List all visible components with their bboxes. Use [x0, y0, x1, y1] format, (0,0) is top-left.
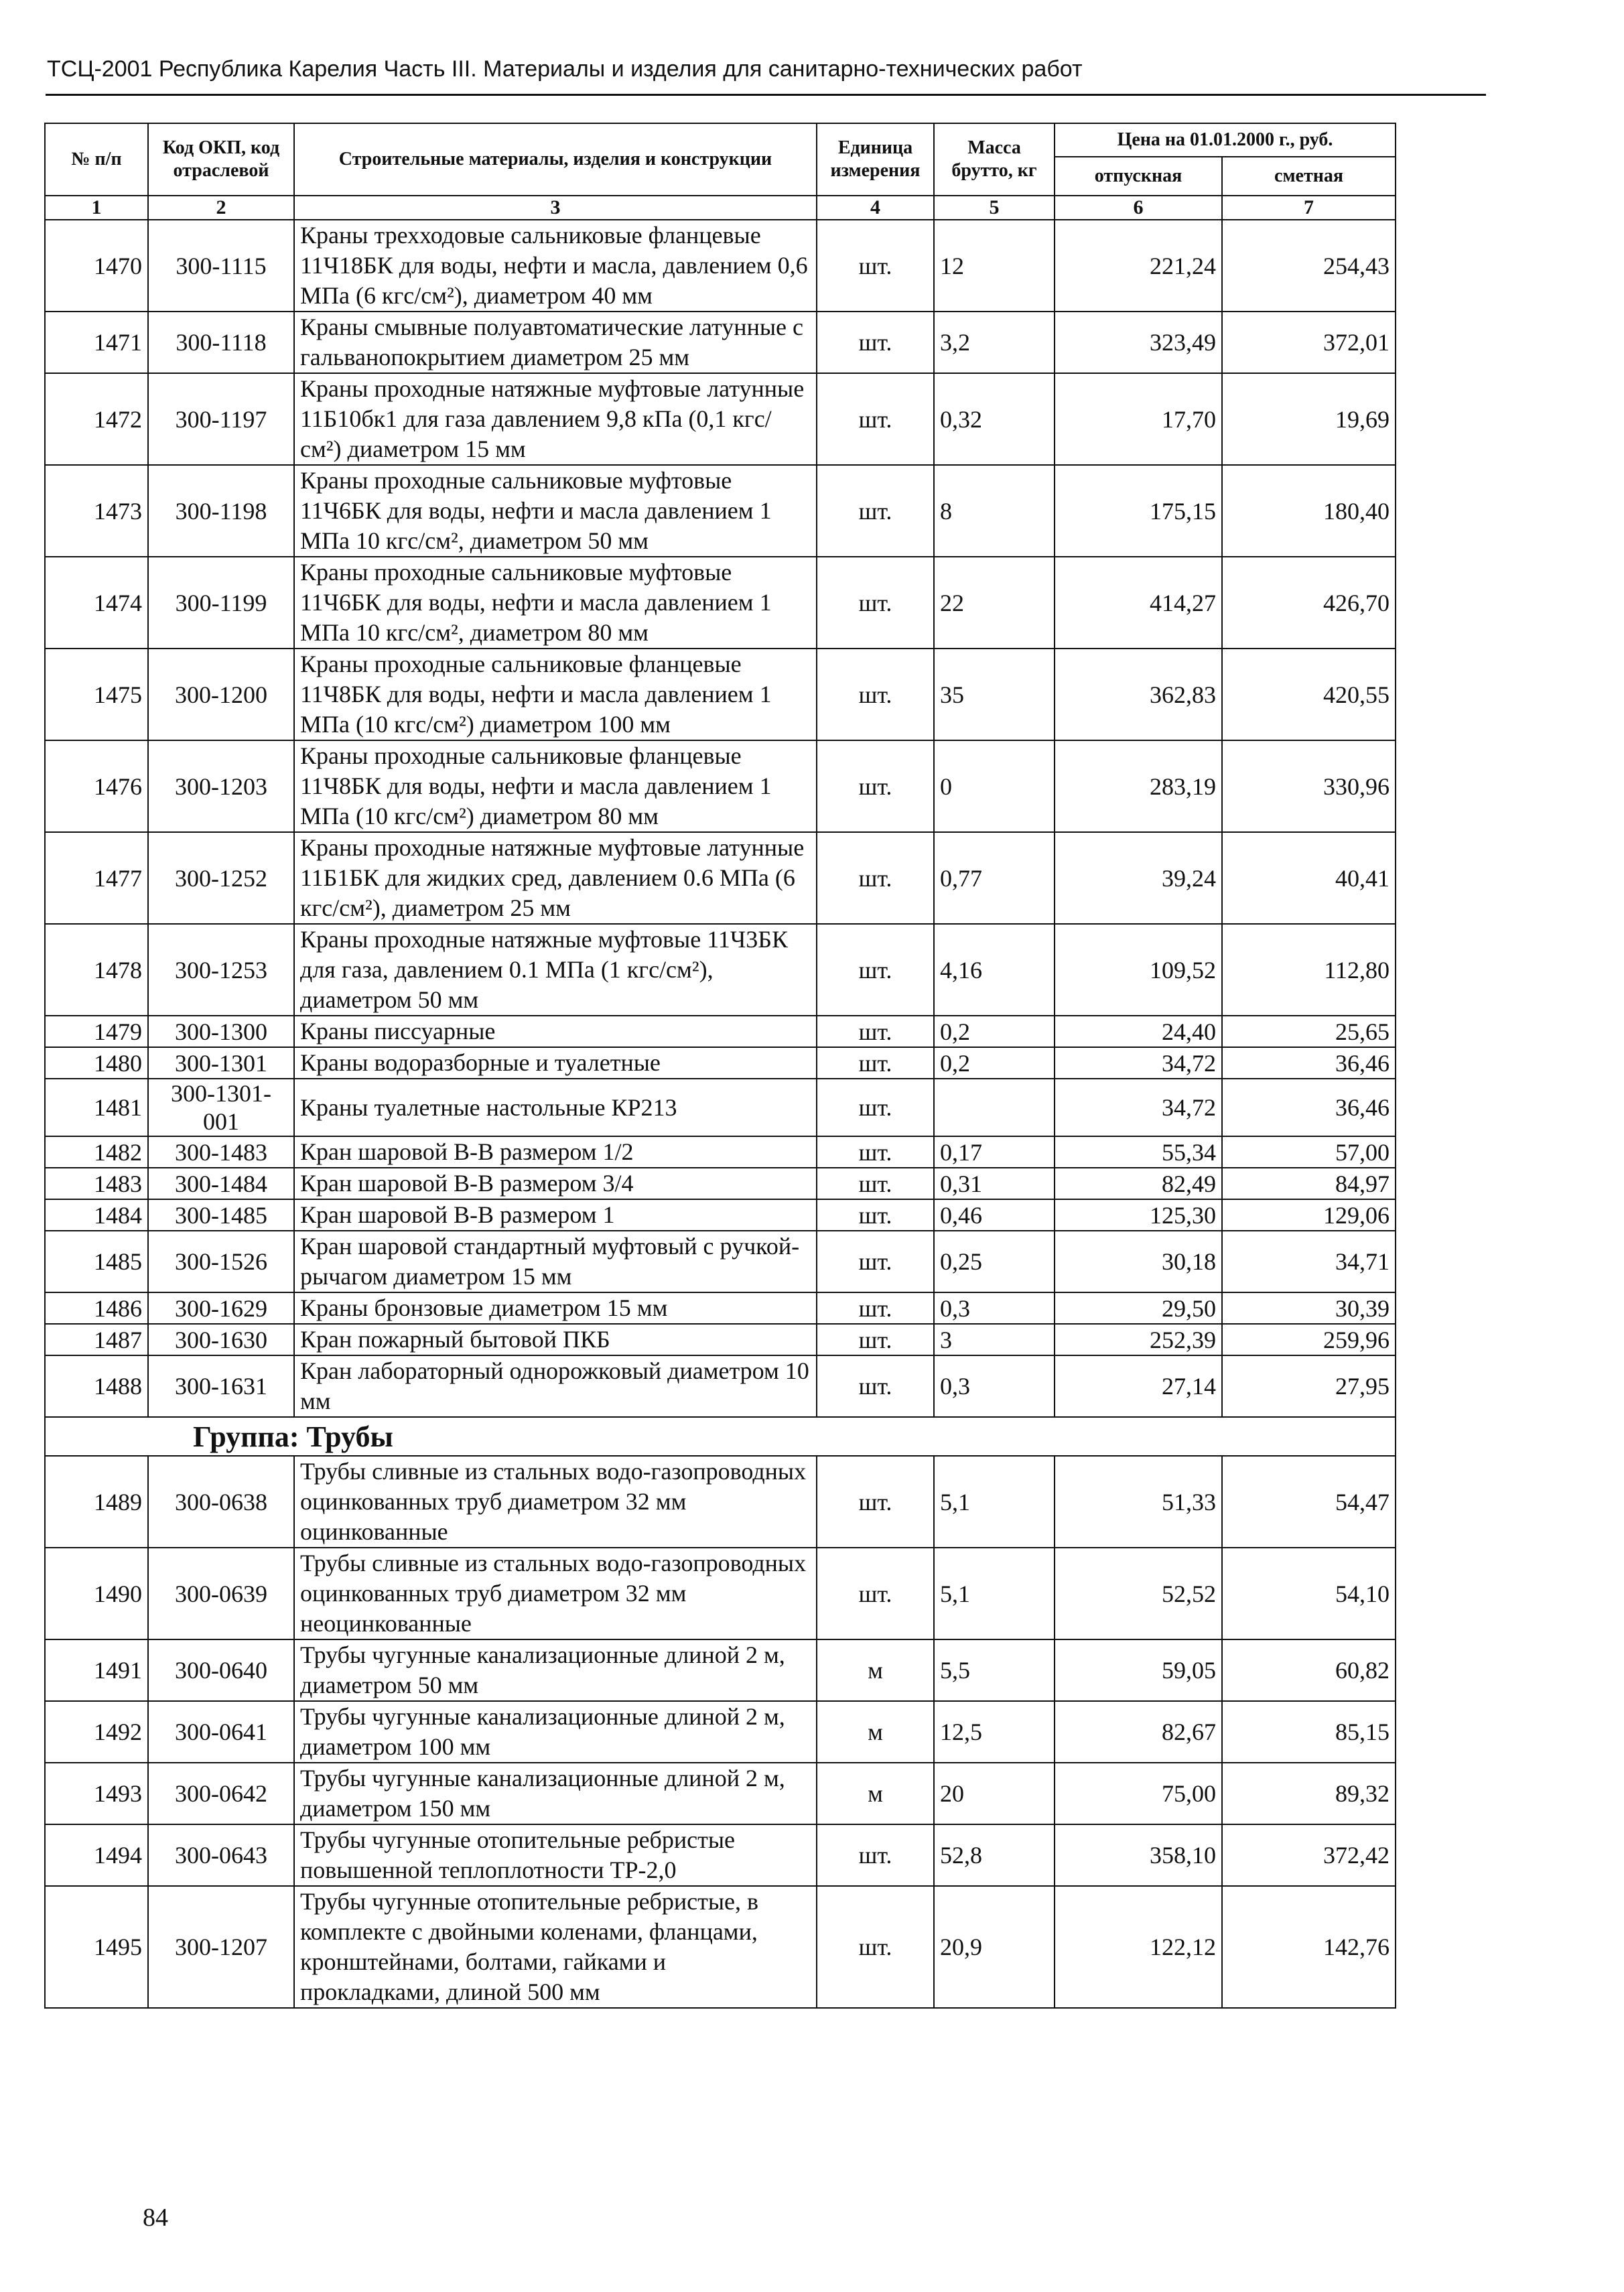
row-price-release: 82,67: [1055, 1701, 1222, 1763]
table-row: [45, 373, 1396, 465]
row-name: Краны проходные натяжные муфтовые латунные 11Б1БК для жидких сред, давлением 0.6 МПа (6 кгс/см²), диаметром 25 мм: [294, 832, 817, 924]
table-row: [45, 1136, 1396, 1168]
row-mass: 5,1: [934, 1548, 1055, 1639]
row-unit: шт.: [817, 1136, 934, 1168]
row-mass: 8: [934, 465, 1055, 557]
row-mass: 22: [934, 557, 1055, 649]
row-price-estimate: 85,15: [1222, 1701, 1396, 1763]
row-mass: 0,77: [934, 832, 1055, 924]
table-row: [45, 312, 1396, 373]
row-mass: 0,46: [934, 1199, 1055, 1231]
row-unit: шт.: [817, 924, 934, 1016]
row-price-estimate: 112,80: [1222, 924, 1396, 1016]
row-price-estimate: 36,46: [1222, 1079, 1396, 1136]
row-unit: шт.: [817, 1886, 934, 2008]
row-number: 1492: [45, 1701, 148, 1763]
row-price-estimate: 57,00: [1222, 1136, 1396, 1168]
table-row: [45, 1548, 1396, 1639]
row-mass: 5,5: [934, 1639, 1055, 1701]
row-price-estimate: 40,41: [1222, 832, 1396, 924]
row-mass: 0: [934, 740, 1055, 832]
row-price-estimate: 36,46: [1222, 1047, 1396, 1079]
column-number: 2: [148, 196, 294, 220]
row-number: 1476: [45, 740, 148, 832]
row-number: 1481: [45, 1079, 148, 1136]
row-number: 1471: [45, 312, 148, 373]
row-code: 300-1300: [148, 1016, 294, 1047]
row-name: Трубы чугунные отопительные ребристые повышенной теплоплотности ТР-2,0: [294, 1824, 817, 1886]
row-unit: шт.: [817, 373, 934, 465]
row-price-release: 323,49: [1055, 312, 1222, 373]
col-header-price-group: Цена на 01.01.2000 г., руб.: [1055, 123, 1396, 157]
row-price-release: 27,14: [1055, 1355, 1222, 1417]
row-price-estimate: 259,96: [1222, 1324, 1396, 1355]
row-name: Кран шаровой В-В размером 1: [294, 1199, 817, 1231]
rows-section-pipes: [45, 1456, 1396, 2008]
table-row: [45, 1639, 1396, 1701]
row-code: 300-1629: [148, 1292, 294, 1324]
table-row: [45, 1016, 1396, 1047]
row-number: 1487: [45, 1324, 148, 1355]
row-unit: шт.: [817, 1231, 934, 1292]
row-price-estimate: 330,96: [1222, 740, 1396, 832]
row-price-release: 109,52: [1055, 924, 1222, 1016]
row-mass: 20,9: [934, 1886, 1055, 2008]
row-name: Краны смывные полуавтоматические латунные с гальванопокрытием диаметром 25 мм: [294, 312, 817, 373]
row-code: 300-0643: [148, 1824, 294, 1886]
row-price-estimate: 60,82: [1222, 1639, 1396, 1701]
table-row: [45, 557, 1396, 649]
row-price-release: 34,72: [1055, 1047, 1222, 1079]
row-mass: 0,2: [934, 1047, 1055, 1079]
row-price-estimate: 27,95: [1222, 1355, 1396, 1417]
row-price-estimate: 19,69: [1222, 373, 1396, 465]
row-unit: шт.: [817, 1324, 934, 1355]
row-unit: м: [817, 1639, 934, 1701]
table-row: [45, 924, 1396, 1016]
row-price-release: 175,15: [1055, 465, 1222, 557]
column-number: 3: [294, 196, 817, 220]
table-row: [45, 1199, 1396, 1231]
row-unit: шт.: [817, 740, 934, 832]
row-price-estimate: 372,01: [1222, 312, 1396, 373]
row-price-release: 52,52: [1055, 1548, 1222, 1639]
row-price-release: 29,50: [1055, 1292, 1222, 1324]
row-price-release: 283,19: [1055, 740, 1222, 832]
row-number: 1486: [45, 1292, 148, 1324]
row-mass: 52,8: [934, 1824, 1055, 1886]
row-unit: шт.: [817, 832, 934, 924]
row-name: Краны писсуарные: [294, 1016, 817, 1047]
col-header-name: Строительные материалы, изделия и конструкции: [294, 123, 817, 196]
row-mass: 0,31: [934, 1168, 1055, 1199]
column-number-row: [45, 196, 1396, 220]
row-price-release: 34,72: [1055, 1079, 1222, 1136]
row-number: 1472: [45, 373, 148, 465]
row-code: 300-0642: [148, 1763, 294, 1824]
row-number: 1490: [45, 1548, 148, 1639]
row-code: 300-1203: [148, 740, 294, 832]
row-number: 1474: [45, 557, 148, 649]
row-mass: 5,1: [934, 1456, 1055, 1548]
row-price-release: 414,27: [1055, 557, 1222, 649]
row-code: 300-1197: [148, 373, 294, 465]
row-unit: шт.: [817, 1168, 934, 1199]
row-price-release: 55,34: [1055, 1136, 1222, 1168]
row-code: 300-1200: [148, 649, 294, 740]
row-mass: 0,17: [934, 1136, 1055, 1168]
row-mass: 0,3: [934, 1292, 1055, 1324]
row-code: 300-1115: [148, 220, 294, 312]
row-mass: 3,2: [934, 312, 1055, 373]
row-price-release: 30,18: [1055, 1231, 1222, 1292]
group-row: [45, 1417, 1396, 1456]
row-name: Краны водоразборные и туалетные: [294, 1047, 817, 1079]
row-price-estimate: 254,43: [1222, 220, 1396, 312]
row-price-estimate: 372,42: [1222, 1824, 1396, 1886]
row-unit: шт.: [817, 1456, 934, 1548]
row-price-estimate: 180,40: [1222, 465, 1396, 557]
page-number: 84: [143, 2204, 168, 2232]
row-unit: шт.: [817, 1548, 934, 1639]
row-name: Краны бронзовые диаметром 15 мм: [294, 1292, 817, 1324]
table-row: [45, 1355, 1396, 1417]
row-unit: шт.: [817, 465, 934, 557]
row-number: 1483: [45, 1168, 148, 1199]
price-table: [44, 123, 1396, 2009]
row-number: 1473: [45, 465, 148, 557]
row-price-estimate: 34,71: [1222, 1231, 1396, 1292]
row-mass: 20: [934, 1763, 1055, 1824]
table-row: [45, 1763, 1396, 1824]
row-mass: 12,5: [934, 1701, 1055, 1763]
row-price-estimate: 25,65: [1222, 1016, 1396, 1047]
column-number: 1: [45, 196, 148, 220]
row-name: Краны туалетные настольные КР213: [294, 1079, 817, 1136]
row-mass: 0,32: [934, 373, 1055, 465]
row-name: Кран лабораторный однорожковый диаметром 10 мм: [294, 1355, 817, 1417]
row-name: Кран шаровой стандартный муфтовый с ручкой-рычагом диаметром 15 мм: [294, 1231, 817, 1292]
row-number: 1484: [45, 1199, 148, 1231]
row-unit: шт.: [817, 557, 934, 649]
column-number: 4: [817, 196, 934, 220]
row-code: 300-1301: [148, 1047, 294, 1079]
row-code: 300-1485: [148, 1199, 294, 1231]
row-name: Трубы сливные из стальных водо-газопроводных оцинкованных труб диаметром 32 мм неоцинкованные: [294, 1548, 817, 1639]
row-name: Кран шаровой В-В размером 1/2: [294, 1136, 817, 1168]
column-number: 5: [934, 196, 1055, 220]
row-name: Трубы сливные из стальных водо-газопроводных оцинкованных труб диаметром 32 мм оцинкованные: [294, 1456, 817, 1548]
row-price-release: 39,24: [1055, 832, 1222, 924]
row-price-estimate: 142,76: [1222, 1886, 1396, 2008]
row-code: 300-1252: [148, 832, 294, 924]
row-name: Кран пожарный бытовой ПКБ: [294, 1324, 817, 1355]
column-number: 6: [1055, 196, 1222, 220]
row-name: Трубы чугунные отопительные ребристые, в комплекте с двойными коленами, фланцами, кронштейнами, болтами, гайками и прокладками, длиной 500 мм: [294, 1886, 817, 2008]
row-number: 1480: [45, 1047, 148, 1079]
table-row: [45, 1701, 1396, 1763]
row-unit: шт.: [817, 1824, 934, 1886]
row-code: 300-1207: [148, 1886, 294, 2008]
row-price-estimate: 420,55: [1222, 649, 1396, 740]
row-code: 300-1484: [148, 1168, 294, 1199]
row-code: 300-0640: [148, 1639, 294, 1701]
row-unit: шт.: [817, 649, 934, 740]
header-rule: [46, 94, 1486, 96]
table-row: [45, 1231, 1396, 1292]
row-mass: 12: [934, 220, 1055, 312]
row-name: Краны проходные натяжные муфтовые 11Ч3БК для газа, давлением 0.1 МПа (1 кгс/см²), диаметром 50 мм: [294, 924, 817, 1016]
row-name: Трубы чугунные канализационные длиной 2 м, диаметром 100 мм: [294, 1701, 817, 1763]
table-row: [45, 1292, 1396, 1324]
row-code: 300-1199: [148, 557, 294, 649]
page-header-title: ТСЦ-2001 Республика Карелия Часть III. Материалы и изделия для санитарно-технических работ: [47, 56, 1083, 82]
row-price-estimate: 426,70: [1222, 557, 1396, 649]
row-price-release: 82,49: [1055, 1168, 1222, 1199]
row-mass: [934, 1079, 1055, 1136]
row-mass: 0,3: [934, 1355, 1055, 1417]
col-header-price-release: отпускная: [1055, 157, 1222, 196]
row-unit: шт.: [817, 1016, 934, 1047]
col-header-price-estimate: сметная: [1222, 157, 1396, 196]
table-row: [45, 1047, 1396, 1079]
row-number: 1494: [45, 1824, 148, 1886]
row-number: 1479: [45, 1016, 148, 1047]
row-code: 300-1631: [148, 1355, 294, 1417]
row-number: 1488: [45, 1355, 148, 1417]
row-name: Краны проходные сальниковые муфтовые 11Ч6БК для воды, нефти и масла давлением 1 МПа 10 кгс/см², диаметром 80 мм: [294, 557, 817, 649]
row-price-release: 125,30: [1055, 1199, 1222, 1231]
row-price-release: 362,83: [1055, 649, 1222, 740]
row-unit: шт.: [817, 1079, 934, 1136]
row-unit: шт.: [817, 220, 934, 312]
row-mass: 0,2: [934, 1016, 1055, 1047]
row-unit: м: [817, 1763, 934, 1824]
row-code: 300-1118: [148, 312, 294, 373]
row-number: 1495: [45, 1886, 148, 2008]
group-label: Группа: Трубы: [45, 1417, 1396, 1456]
table-row: [45, 1168, 1396, 1199]
row-number: 1485: [45, 1231, 148, 1292]
row-mass: 4,16: [934, 924, 1055, 1016]
row-code: 300-1526: [148, 1231, 294, 1292]
row-name: Трубы чугунные канализационные длиной 2 м, диаметром 50 мм: [294, 1639, 817, 1701]
row-unit: шт.: [817, 1047, 934, 1079]
row-price-release: 24,40: [1055, 1016, 1222, 1047]
row-mass: 3: [934, 1324, 1055, 1355]
row-price-estimate: 30,39: [1222, 1292, 1396, 1324]
row-number: 1478: [45, 924, 148, 1016]
row-price-release: 59,05: [1055, 1639, 1222, 1701]
row-unit: м: [817, 1701, 934, 1763]
row-price-estimate: 84,97: [1222, 1168, 1396, 1199]
table-row: [45, 740, 1396, 832]
row-price-estimate: 54,10: [1222, 1548, 1396, 1639]
col-header-mass: Масса брутто, кг: [934, 123, 1055, 196]
row-name: Краны проходные натяжные муфтовые латунные 11Б10бк1 для газа давлением 9,8 кПа (0,1 кгс/см²) диаметром 15 мм: [294, 373, 817, 465]
row-name: Краны проходные сальниковые фланцевые 11Ч8БК для воды, нефти и масла давлением 1 МПа (10 кгс/см²) диаметром 80 мм: [294, 740, 817, 832]
col-header-num: № п/п: [45, 123, 148, 196]
table-row: [45, 220, 1396, 312]
row-code: 300-1630: [148, 1324, 294, 1355]
row-mass: 35: [934, 649, 1055, 740]
row-number: 1477: [45, 832, 148, 924]
row-price-release: 221,24: [1055, 220, 1222, 312]
row-name: Кран шаровой В-В размером 3/4: [294, 1168, 817, 1199]
row-price-release: 75,00: [1055, 1763, 1222, 1824]
row-code: 300-1198: [148, 465, 294, 557]
row-price-estimate: 54,47: [1222, 1456, 1396, 1548]
row-price-release: 17,70: [1055, 373, 1222, 465]
row-code: 300-0639: [148, 1548, 294, 1639]
row-name: Краны проходные сальниковые муфтовые 11Ч6БК для воды, нефти и масла давлением 1 МПа 10 кгс/см², диаметром 50 мм: [294, 465, 817, 557]
row-code: 300-1301-001: [148, 1079, 294, 1136]
row-price-release: 122,12: [1055, 1886, 1222, 2008]
row-number: 1491: [45, 1639, 148, 1701]
row-price-estimate: 89,32: [1222, 1763, 1396, 1824]
col-header-code: Код ОКП, код отраслевой: [148, 123, 294, 196]
table-row: [45, 1824, 1396, 1886]
row-number: 1493: [45, 1763, 148, 1824]
column-number: 7: [1222, 196, 1396, 220]
row-name: Краны трехходовые сальниковые фланцевые 11Ч18БК для воды, нефти и масла, давлением 0,6 МПа (6 кгс/см²), диаметром 40 мм: [294, 220, 817, 312]
row-price-estimate: 129,06: [1222, 1199, 1396, 1231]
row-name: Краны проходные сальниковые фланцевые 11Ч8БК для воды, нефти и масла давлением 1 МПа (10 кгс/см²) диаметром 100 мм: [294, 649, 817, 740]
row-price-release: 51,33: [1055, 1456, 1222, 1548]
row-number: 1482: [45, 1136, 148, 1168]
row-number: 1475: [45, 649, 148, 740]
row-price-release: 252,39: [1055, 1324, 1222, 1355]
row-code: 300-0638: [148, 1456, 294, 1548]
table-row: [45, 1324, 1396, 1355]
row-unit: шт.: [817, 1292, 934, 1324]
row-unit: шт.: [817, 1199, 934, 1231]
table-row: [45, 832, 1396, 924]
row-number: 1489: [45, 1456, 148, 1548]
row-price-release: 358,10: [1055, 1824, 1222, 1886]
row-unit: шт.: [817, 312, 934, 373]
table-row: [45, 465, 1396, 557]
row-code: 300-1253: [148, 924, 294, 1016]
table-row: [45, 1886, 1396, 2008]
table-row: [45, 1456, 1396, 1548]
rows-section-valves: [45, 220, 1396, 1417]
table-row: [45, 1079, 1396, 1136]
row-code: 300-0641: [148, 1701, 294, 1763]
row-name: Трубы чугунные канализационные длиной 2 м, диаметром 150 мм: [294, 1763, 817, 1824]
col-header-unit: Единица измерения: [817, 123, 934, 196]
row-number: 1470: [45, 220, 148, 312]
row-code: 300-1483: [148, 1136, 294, 1168]
row-mass: 0,25: [934, 1231, 1055, 1292]
table-row: [45, 649, 1396, 740]
row-unit: шт.: [817, 1355, 934, 1417]
